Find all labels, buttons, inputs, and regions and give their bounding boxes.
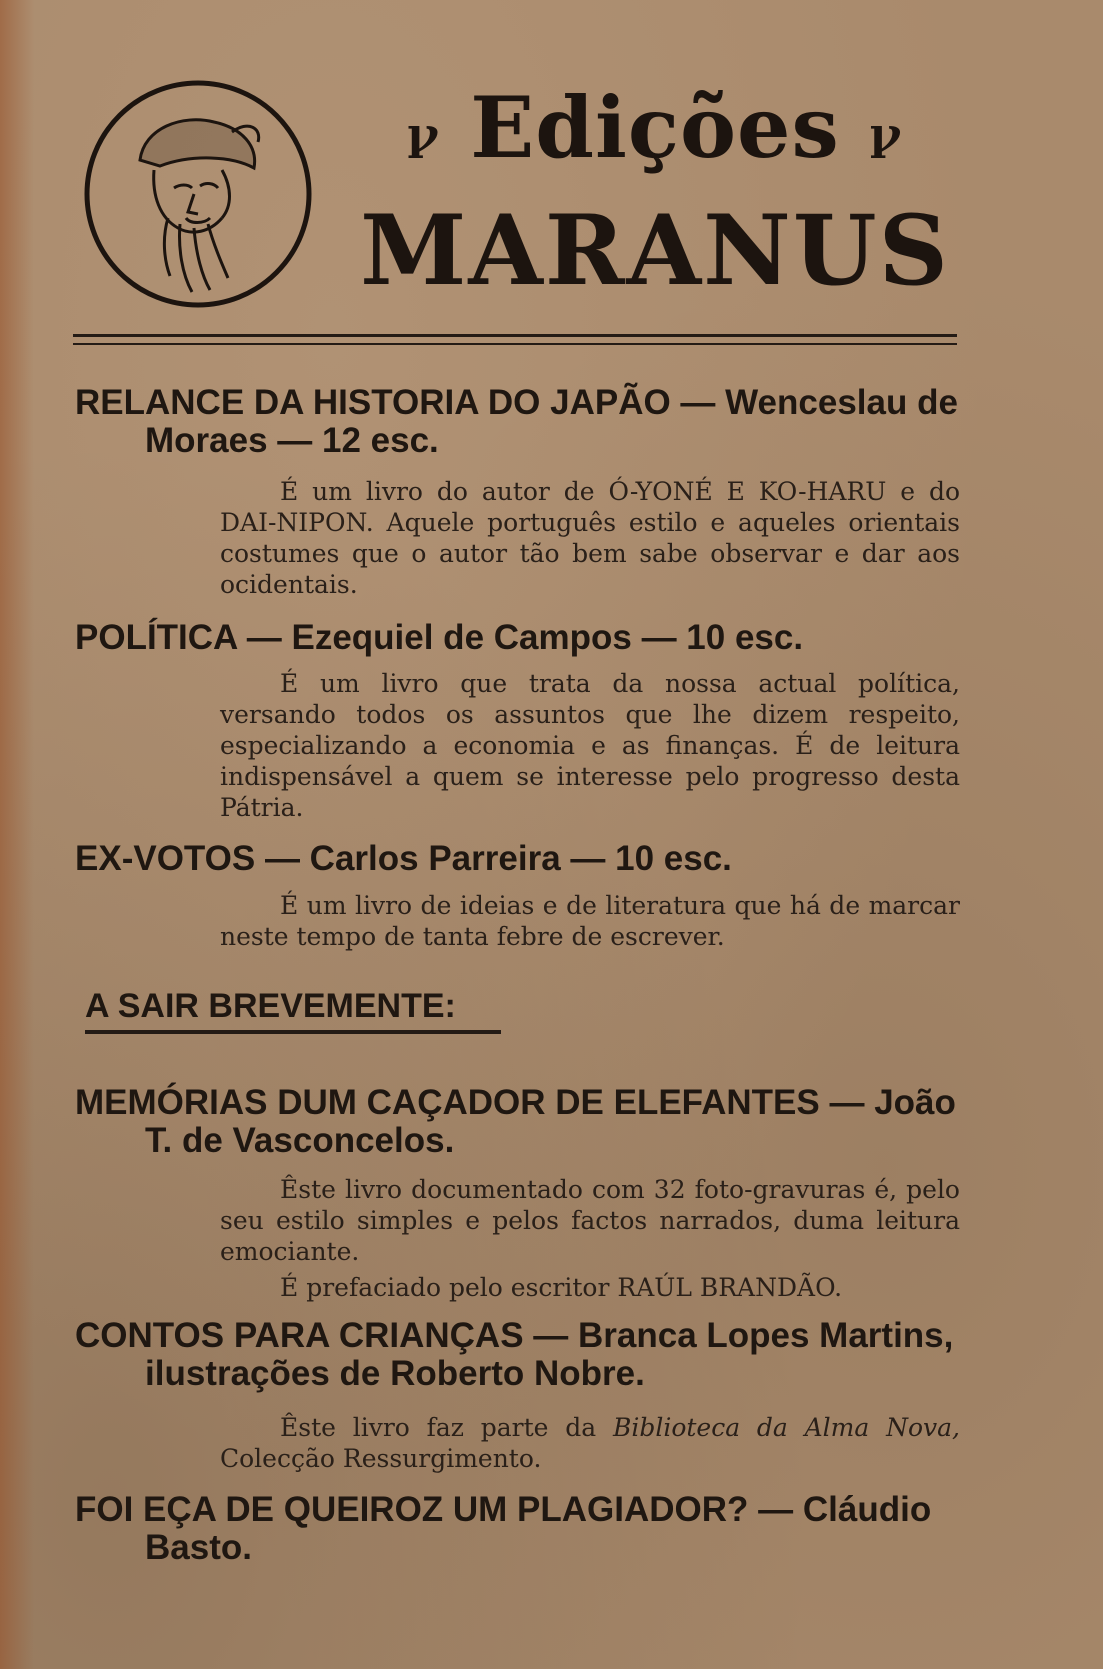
section-heading-a-sair: A SAIR BREVEMENTE: [85,987,456,1025]
section-underline [85,1030,501,1034]
entry-desc-text: Êste livro faz parte da [280,1413,597,1442]
publisher-brand [345,78,965,311]
entry-desc-text: Colecção Ressurgimento. [220,1444,542,1473]
entry-title-politica [75,619,975,657]
entry-preface-memorias [220,1272,960,1303]
ornament-left-icon: ꝩ [407,109,440,160]
collection-name: Biblioteca da Alma Nova, [612,1413,960,1442]
entry-title-relance [75,384,975,460]
entry-desc-text: Êste livro documentado com 32 foto-gravuras é, pelo seu estilo simples e pelos factos narrados, duma leitura emociante. [220,1175,960,1266]
entry-desc-text: É um livro de ideias e de literatura que há de marcar neste tempo de tanta febre de escrever. [220,891,960,951]
bearded-head-icon [140,120,259,292]
entry-title-line: RELANCE DA HISTORIA DO JAPÃO — Wenceslau de [75,383,958,422]
entry-description-politica [220,668,960,823]
ornament-right-icon: ꝩ [870,109,903,160]
entry-description-contos [220,1412,960,1474]
entry-desc-text: É prefaciado pelo escritor RAÚL BRANDÃO. [280,1273,843,1302]
entry-description-ex-votos [220,890,960,952]
entry-title-ex-votos [75,840,975,878]
entry-title-line: Moraes — 12 esc. [145,421,439,460]
entry-title-line: Basto. [145,1528,252,1567]
entry-description-relance [220,476,960,600]
header-divider [73,334,957,345]
brand-edicoes: Edições [470,78,840,177]
entry-desc-text: É um livro do autor de Ó-YONÉ E KO-HARU e do DAI-NIPON. Aquele português estilo e aqueles orientais costumes que o autor tão bem sabe observar e dar aos ocidentais. [220,477,960,599]
entry-title-line: FOI EÇA DE QUEIROZ UM PLAGIADOR? — Cláudio [75,1490,932,1529]
entry-title-line: CONTOS PARA CRIANÇAS — Branca Lopes Martins, [75,1316,954,1355]
entry-title-line: EX-VOTOS — Carlos Parreira — 10 esc. [75,839,732,878]
entry-desc-text: É um livro que trata da nossa actual política, versando todos os assuntos que lhe dizem respeito, especializando a economia e as finanças. É de leitura indispensável a quem se interesse pelo progresso desta Pátria. [220,669,960,822]
brand-top-line [345,78,965,185]
entry-title-line: ilustrações de Roberto Nobre. [145,1354,645,1393]
entry-title-foi-eca [75,1491,975,1567]
entry-title-line: MEMÓRIAS DUM CAÇADOR DE ELEFANTES — João [75,1083,956,1122]
entry-title-line: POLÍTICA — Ezequiel de Campos — 10 esc. [75,618,804,657]
entry-title-line: T. de Vasconcelos. [145,1121,455,1160]
entry-title-contos [75,1317,975,1393]
publisher-logo [82,78,314,310]
entry-title-memorias [75,1084,975,1160]
entry-description-memorias [220,1174,960,1267]
brand-maranus: MARANUS [360,194,950,307]
